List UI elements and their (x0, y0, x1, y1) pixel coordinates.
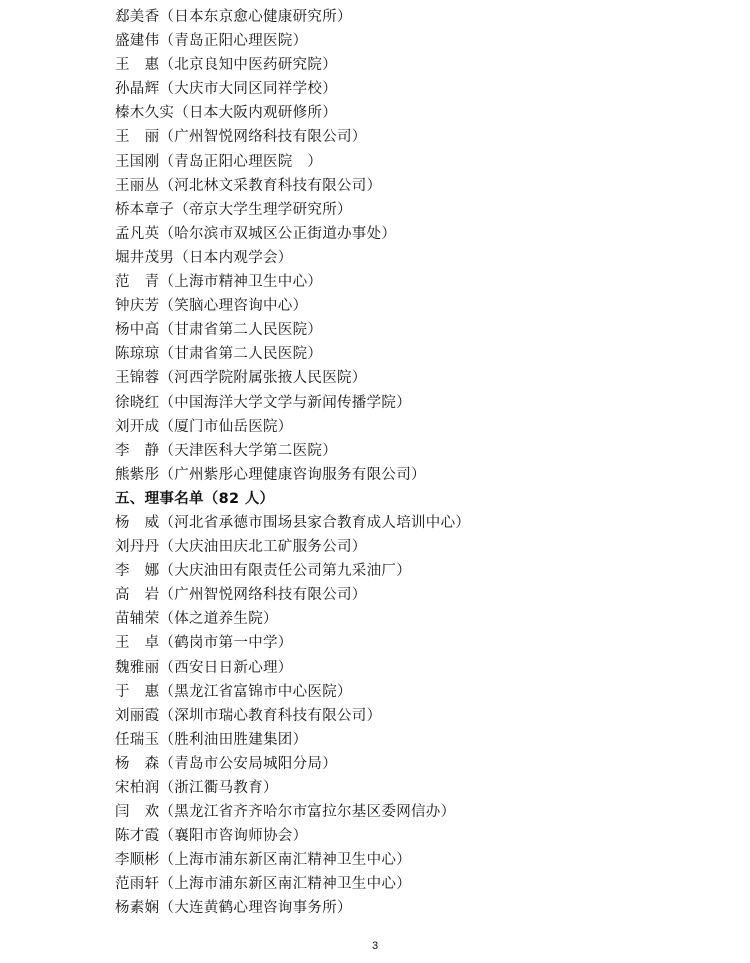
list-item: 李顺彬（上海市浦东新区南汇精神卫生中心） (115, 852, 411, 869)
list-item: 杨中高（甘肃省第二人民医院） (115, 322, 323, 339)
list-item: 王国刚（青岛正阳心理医院 ） (115, 153, 323, 170)
name-list (115, 5, 735, 921)
list-item: 杨 森（青岛市公安局城阳分局） (115, 755, 337, 772)
list-item: 徐晓红（中国海洋大学文学与新闻传播学院） (115, 394, 411, 411)
list-item: 刘丽霞（深圳市瑞心教育科技有限公司） (115, 707, 382, 724)
list-item: 王 丽（广州智悦网络科技有限公司） (115, 129, 367, 146)
list-item: 高 岩（广州智悦网络科技有限公司） (115, 587, 367, 604)
list-item: 杨素娴（大连黄鹤心理咨询事务所） (115, 900, 352, 917)
list-item: 李 娜（大庆油田有限责任公司第九采油厂） (115, 563, 411, 580)
list-item: 李 静（天津医科大学第二医院） (115, 442, 337, 459)
list-item: 堀井茂男（日本内观学会） (115, 249, 293, 266)
list-item: 刘丹丹（大庆油田庆北工矿服务公司） (115, 539, 367, 556)
list-item: 王 卓（鹤岗市第一中学） (115, 635, 293, 652)
list-item: 盛建伟（青岛正阳心理医院） (115, 33, 308, 50)
list-item: 孙晶辉（大庆市大同区同祥学校） (115, 81, 337, 98)
list-item: 苗辅荣（体之道养生院） (115, 611, 278, 628)
section-heading: 五、理事名单（82 人） (115, 490, 275, 507)
list-item: 王 惠（北京良知中医药研究院） (115, 57, 337, 74)
list-item: 魏雅丽（西安日日新心理） (115, 659, 293, 676)
list-item: 钟庆芳（笑脑心理咨询中心） (115, 298, 308, 315)
list-item: 范 青（上海市精神卫生中心） (115, 274, 323, 291)
list-item: 陈才霞（襄阳市咨询师协会） (115, 828, 308, 845)
list-item: 郄美香（日本东京愈心健康研究所） (115, 9, 352, 25)
list-item: 任瑞玉（胜利油田胜建集团） (115, 731, 308, 748)
list-item: 刘开成（厦门市仙岳医院） (115, 418, 293, 435)
list-item: 桥本章子（帝京大学生理学研究所） (115, 201, 352, 218)
list-item: 于 惠（黑龙江省富锦市中心医院） (115, 683, 352, 700)
list-item: 杨 威（河北省承德市围场县家合教育成人培训中心） (115, 514, 471, 531)
list-item: 熊紫彤（广州紫彤心理健康咨询服务有限公司） (115, 466, 426, 483)
list-item: 闫 欢（黑龙江省齐齐哈尔市富拉尔基区委网信办） (115, 804, 456, 821)
list-item: 王锦蓉（河西学院附属张掖人民医院） (115, 370, 367, 387)
list-item: 陈琼琼（甘肃省第二人民医院） (115, 346, 323, 363)
page-number: 3 (371, 940, 379, 952)
list-item: 孟凡英（哈尔滨市双城区公正街道办事处） (115, 225, 397, 242)
list-item: 榛木久实（日本大阪内观研修所） (115, 105, 337, 122)
list-item: 王丽丛（河北林文采教育科技有限公司） (115, 177, 382, 194)
list-item: 宋柏润（浙江衢马教育） (115, 780, 278, 796)
list-item: 范雨轩（上海市浦东新区南汇精神卫生中心） (115, 876, 411, 893)
